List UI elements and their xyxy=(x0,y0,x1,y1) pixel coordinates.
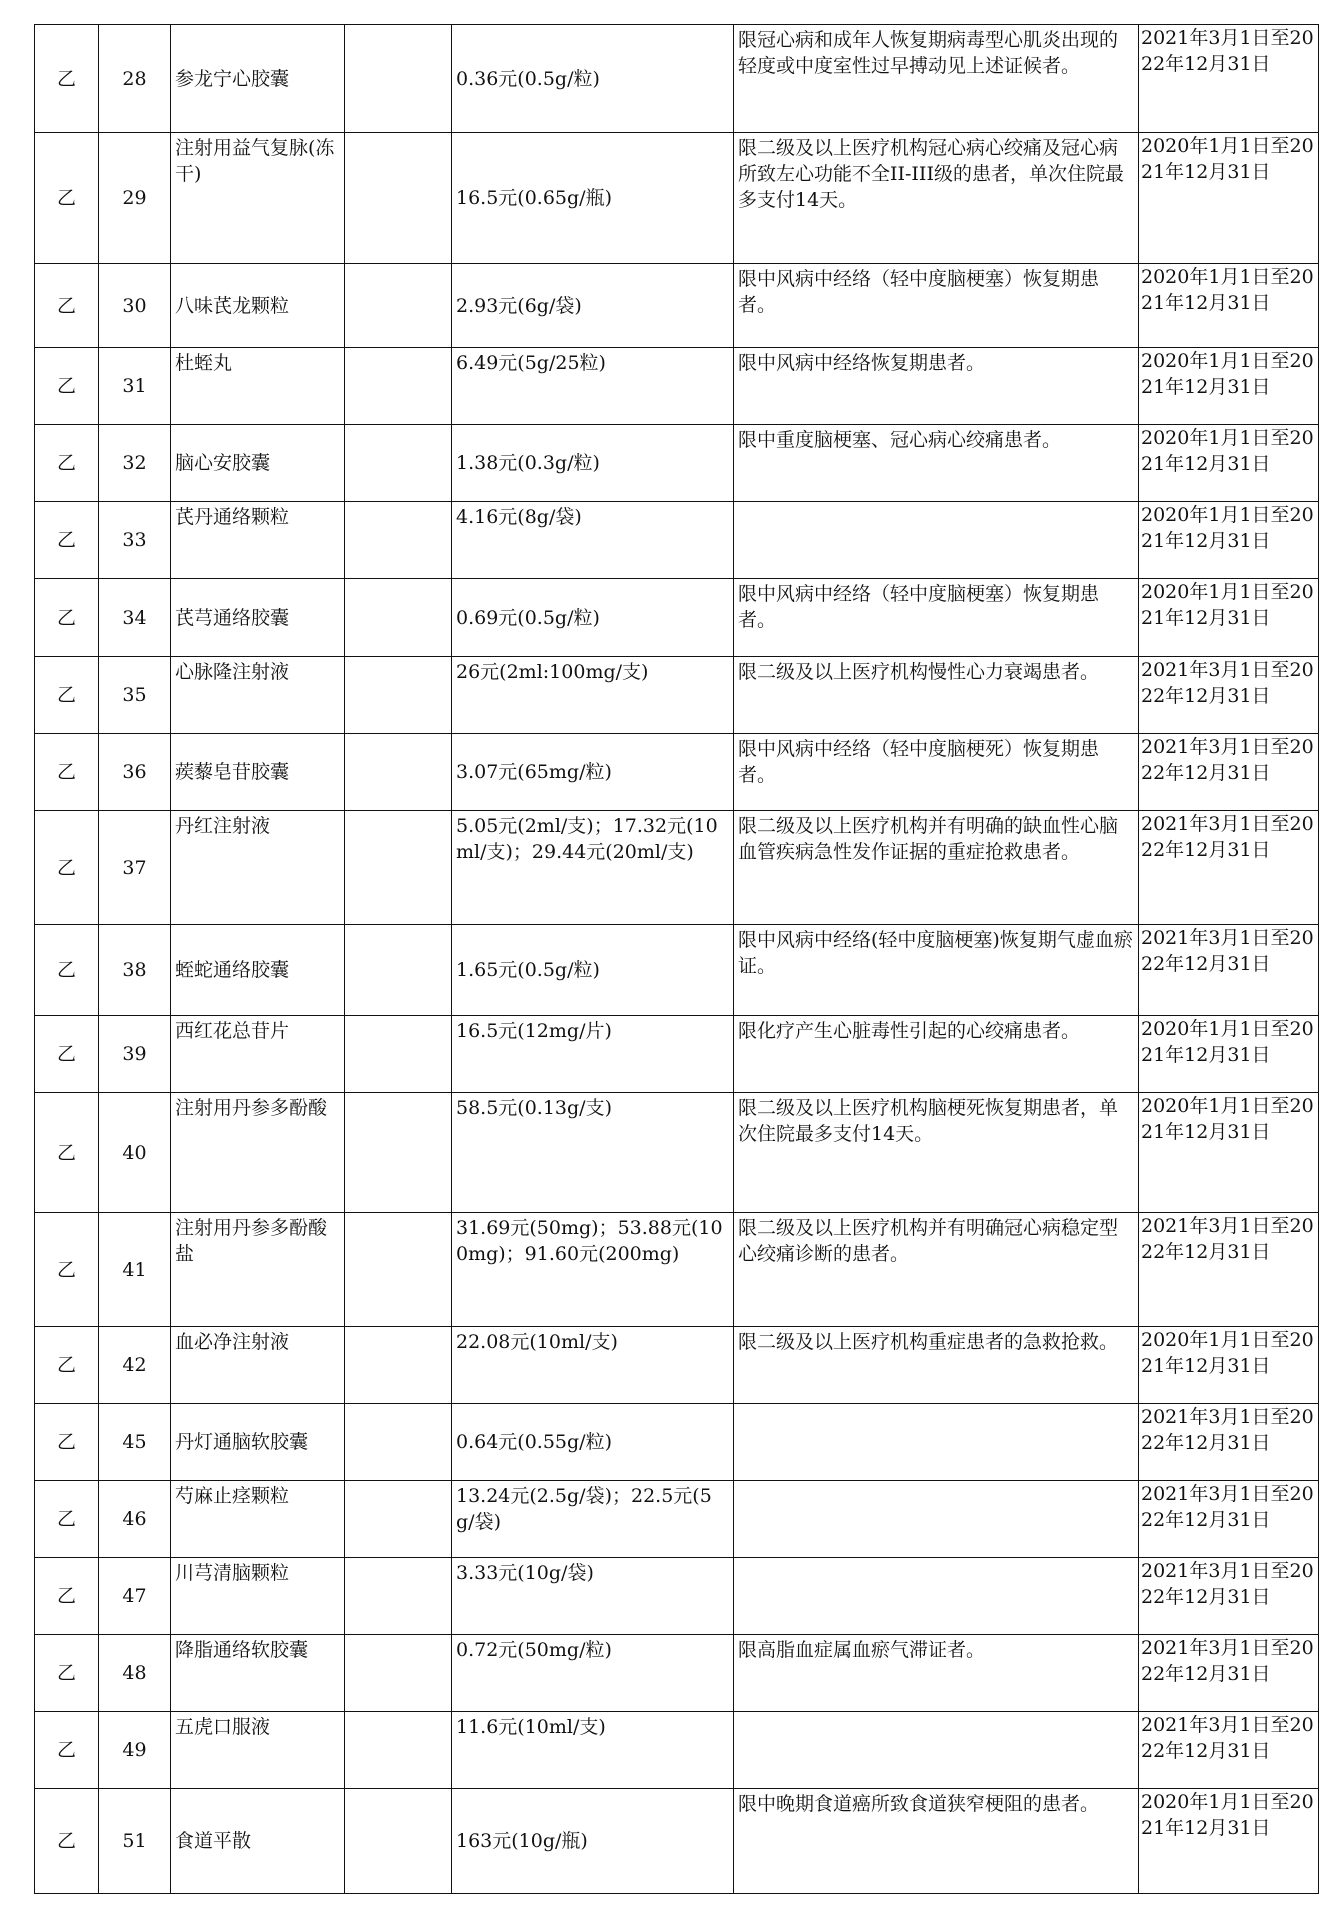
spec-cell xyxy=(345,1213,452,1327)
valid-period-cell: 2021年3月1日至2022年12月31日 xyxy=(1139,734,1319,811)
restriction-cell: 限中风病中经络（轻中度脑梗塞）恢复期患者。 xyxy=(734,579,1139,657)
price-cell: 6.49元(5g/25粒) xyxy=(452,348,734,425)
drug-name-cell: 蛭蛇通络胶囊 xyxy=(171,925,345,1016)
price-cell: 11.6元(10ml/支) xyxy=(452,1712,734,1789)
price-cell: 1.38元(0.3g/粒) xyxy=(452,425,734,502)
restriction-cell xyxy=(734,1404,1139,1481)
restriction-cell: 限中风病中经络(轻中度脑梗塞)恢复期气虚血瘀证。 xyxy=(734,925,1139,1016)
spec-cell xyxy=(345,133,452,264)
valid-period-cell: 2020年1月1日至2021年12月31日 xyxy=(1139,425,1319,502)
drug-name-cell: 降脂通络软胶囊 xyxy=(171,1635,345,1712)
drug-name-cell: 注射用丹参多酚酸 xyxy=(171,1093,345,1213)
number-cell: 40 xyxy=(99,1093,171,1213)
restriction-cell: 限中晚期食道癌所致食道狭窄梗阻的患者。 xyxy=(734,1789,1139,1894)
drug-name-cell: 八味芪龙颗粒 xyxy=(171,264,345,348)
category-cell: 乙 xyxy=(35,1016,99,1093)
number-cell: 48 xyxy=(99,1635,171,1712)
number-cell: 30 xyxy=(99,264,171,348)
price-cell: 3.07元(65mg/粒) xyxy=(452,734,734,811)
valid-period-cell: 2020年1月1日至2021年12月31日 xyxy=(1139,348,1319,425)
category-cell: 乙 xyxy=(35,1327,99,1404)
spec-cell xyxy=(345,25,452,133)
drug-name-cell: 丹灯通脑软胶囊 xyxy=(171,1404,345,1481)
table-row xyxy=(35,1789,1319,1894)
spec-cell xyxy=(345,264,452,348)
price-cell: 0.64元(0.55g/粒) xyxy=(452,1404,734,1481)
number-cell: 31 xyxy=(99,348,171,425)
drug-name-cell: 心脉隆注射液 xyxy=(171,657,345,734)
drug-name-cell: 五虎口服液 xyxy=(171,1712,345,1789)
valid-period-cell: 2021年3月1日至2022年12月31日 xyxy=(1139,25,1319,133)
number-cell: 49 xyxy=(99,1712,171,1789)
valid-period-cell: 2020年1月1日至2021年12月31日 xyxy=(1139,1016,1319,1093)
category-cell: 乙 xyxy=(35,133,99,264)
drug-name-cell: 西红花总苷片 xyxy=(171,1016,345,1093)
price-cell: 4.16元(8g/袋) xyxy=(452,502,734,579)
table-row xyxy=(35,1712,1319,1789)
valid-period-cell: 2020年1月1日至2021年12月31日 xyxy=(1139,1093,1319,1213)
spec-cell xyxy=(345,425,452,502)
category-cell: 乙 xyxy=(35,348,99,425)
category-cell: 乙 xyxy=(35,1213,99,1327)
valid-period-cell: 2021年3月1日至2022年12月31日 xyxy=(1139,1712,1319,1789)
spec-cell xyxy=(345,734,452,811)
table-row xyxy=(35,25,1319,133)
category-cell: 乙 xyxy=(35,811,99,925)
drug-name-cell: 川芎清脑颗粒 xyxy=(171,1558,345,1635)
restriction-cell xyxy=(734,502,1139,579)
spec-cell xyxy=(345,1558,452,1635)
category-cell: 乙 xyxy=(35,25,99,133)
valid-period-cell: 2021年3月1日至2022年12月31日 xyxy=(1139,1404,1319,1481)
valid-period-cell: 2021年3月1日至2022年12月31日 xyxy=(1139,1558,1319,1635)
spec-cell xyxy=(345,1481,452,1558)
drug-name-cell: 丹红注射液 xyxy=(171,811,345,925)
restriction-cell: 限中风病中经络恢复期患者。 xyxy=(734,348,1139,425)
table-row xyxy=(35,657,1319,734)
table-row xyxy=(35,133,1319,264)
restriction-cell: 限冠心病和成年人恢复期病毒型心肌炎出现的轻度或中度室性过早搏动见上述证候者。 xyxy=(734,25,1139,133)
valid-period-cell: 2021年3月1日至2022年12月31日 xyxy=(1139,1213,1319,1327)
price-cell: 1.65元(0.5g/粒) xyxy=(452,925,734,1016)
spec-cell xyxy=(345,348,452,425)
price-cell: 0.36元(0.5g/粒) xyxy=(452,25,734,133)
restriction-cell: 限二级及以上医疗机构冠心病心绞痛及冠心病所致左心功能不全II-III级的患者，单次住院最多支付14天。 xyxy=(734,133,1139,264)
valid-period-cell: 2020年1月1日至2021年12月31日 xyxy=(1139,579,1319,657)
table-body xyxy=(35,25,1319,1894)
number-cell: 35 xyxy=(99,657,171,734)
table-row xyxy=(35,502,1319,579)
valid-period-cell: 2020年1月1日至2021年12月31日 xyxy=(1139,502,1319,579)
table-row xyxy=(35,734,1319,811)
spec-cell xyxy=(345,1404,452,1481)
restriction-cell xyxy=(734,1558,1139,1635)
valid-period-cell: 2021年3月1日至2022年12月31日 xyxy=(1139,657,1319,734)
number-cell: 47 xyxy=(99,1558,171,1635)
price-cell: 16.5元(0.65g/瓶) xyxy=(452,133,734,264)
number-cell: 39 xyxy=(99,1016,171,1093)
spec-cell xyxy=(345,1327,452,1404)
price-cell: 163元(10g/瓶) xyxy=(452,1789,734,1894)
price-cell: 3.33元(10g/袋) xyxy=(452,1558,734,1635)
number-cell: 41 xyxy=(99,1213,171,1327)
spec-cell xyxy=(345,1093,452,1213)
category-cell: 乙 xyxy=(35,657,99,734)
category-cell: 乙 xyxy=(35,1404,99,1481)
price-cell: 0.69元(0.5g/粒) xyxy=(452,579,734,657)
price-cell: 13.24元(2.5g/袋)；22.5元(5g/袋) xyxy=(452,1481,734,1558)
number-cell: 51 xyxy=(99,1789,171,1894)
number-cell: 37 xyxy=(99,811,171,925)
restriction-cell xyxy=(734,1712,1139,1789)
number-cell: 46 xyxy=(99,1481,171,1558)
valid-period-cell: 2021年3月1日至2022年12月31日 xyxy=(1139,811,1319,925)
number-cell: 45 xyxy=(99,1404,171,1481)
category-cell: 乙 xyxy=(35,1789,99,1894)
category-cell: 乙 xyxy=(35,1558,99,1635)
valid-period-cell: 2020年1月1日至2021年12月31日 xyxy=(1139,133,1319,264)
table-row xyxy=(35,1558,1319,1635)
table-row xyxy=(35,925,1319,1016)
spec-cell xyxy=(345,811,452,925)
drug-name-cell: 芍麻止痉颗粒 xyxy=(171,1481,345,1558)
drug-table xyxy=(34,24,1319,1894)
table-row xyxy=(35,1404,1319,1481)
category-cell: 乙 xyxy=(35,425,99,502)
category-cell: 乙 xyxy=(35,1093,99,1213)
price-cell: 5.05元(2ml/支)；17.32元(10ml/支)；29.44元(20ml/支) xyxy=(452,811,734,925)
table-row xyxy=(35,579,1319,657)
number-cell: 32 xyxy=(99,425,171,502)
number-cell: 34 xyxy=(99,579,171,657)
category-cell: 乙 xyxy=(35,1712,99,1789)
price-cell: 16.5元(12mg/片) xyxy=(452,1016,734,1093)
price-cell: 31.69元(50mg)；53.88元(100mg)；91.60元(200mg) xyxy=(452,1213,734,1327)
price-cell: 58.5元(0.13g/支) xyxy=(452,1093,734,1213)
category-cell: 乙 xyxy=(35,264,99,348)
table-row xyxy=(35,1213,1319,1327)
table-row xyxy=(35,425,1319,502)
drug-name-cell: 参龙宁心胶囊 xyxy=(171,25,345,133)
table-row xyxy=(35,348,1319,425)
restriction-cell: 限化疗产生心脏毒性引起的心绞痛患者。 xyxy=(734,1016,1139,1093)
restriction-cell: 限中风病中经络（轻中度脑梗死）恢复期患者。 xyxy=(734,734,1139,811)
price-cell: 0.72元(50mg/粒) xyxy=(452,1635,734,1712)
drug-name-cell: 注射用益气复脉(冻干) xyxy=(171,133,345,264)
table-row xyxy=(35,264,1319,348)
spec-cell xyxy=(345,579,452,657)
table-row xyxy=(35,1327,1319,1404)
price-cell: 26元(2ml:100mg/支) xyxy=(452,657,734,734)
table-row xyxy=(35,1093,1319,1213)
table-row xyxy=(35,1635,1319,1712)
number-cell: 29 xyxy=(99,133,171,264)
drug-name-cell: 脑心安胶囊 xyxy=(171,425,345,502)
restriction-cell: 限二级及以上医疗机构并有明确的缺血性心脑血管疾病急性发作证据的重症抢救患者。 xyxy=(734,811,1139,925)
category-cell: 乙 xyxy=(35,1635,99,1712)
category-cell: 乙 xyxy=(35,734,99,811)
category-cell: 乙 xyxy=(35,502,99,579)
drug-name-cell: 杜蛭丸 xyxy=(171,348,345,425)
number-cell: 36 xyxy=(99,734,171,811)
drug-name-cell: 芪芎通络胶囊 xyxy=(171,579,345,657)
number-cell: 28 xyxy=(99,25,171,133)
restriction-cell: 限中风病中经络（轻中度脑梗塞）恢复期患者。 xyxy=(734,264,1139,348)
restriction-cell xyxy=(734,1481,1139,1558)
restriction-cell: 限二级及以上医疗机构并有明确冠心病稳定型心绞痛诊断的患者。 xyxy=(734,1213,1139,1327)
table-row xyxy=(35,1016,1319,1093)
number-cell: 38 xyxy=(99,925,171,1016)
restriction-cell: 限中重度脑梗塞、冠心病心绞痛患者。 xyxy=(734,425,1139,502)
table-row xyxy=(35,811,1319,925)
number-cell: 42 xyxy=(99,1327,171,1404)
category-cell: 乙 xyxy=(35,925,99,1016)
spec-cell xyxy=(345,657,452,734)
category-cell: 乙 xyxy=(35,1481,99,1558)
restriction-cell: 限高脂血症属血瘀气滞证者。 xyxy=(734,1635,1139,1712)
valid-period-cell: 2020年1月1日至2021年12月31日 xyxy=(1139,264,1319,348)
restriction-cell: 限二级及以上医疗机构脑梗死恢复期患者，单次住院最多支付14天。 xyxy=(734,1093,1139,1213)
restriction-cell: 限二级及以上医疗机构慢性心力衰竭患者。 xyxy=(734,657,1139,734)
spec-cell xyxy=(345,1635,452,1712)
price-cell: 2.93元(6g/袋) xyxy=(452,264,734,348)
valid-period-cell: 2020年1月1日至2021年12月31日 xyxy=(1139,1789,1319,1894)
price-cell: 22.08元(10ml/支) xyxy=(452,1327,734,1404)
table-row xyxy=(35,1481,1319,1558)
drug-name-cell: 注射用丹参多酚酸盐 xyxy=(171,1213,345,1327)
drug-name-cell: 血必净注射液 xyxy=(171,1327,345,1404)
valid-period-cell: 2021年3月1日至2022年12月31日 xyxy=(1139,925,1319,1016)
restriction-cell: 限二级及以上医疗机构重症患者的急救抢救。 xyxy=(734,1327,1139,1404)
drug-name-cell: 食道平散 xyxy=(171,1789,345,1894)
category-cell: 乙 xyxy=(35,579,99,657)
drug-name-cell: 蒺藜皂苷胶囊 xyxy=(171,734,345,811)
drug-name-cell: 芪丹通络颗粒 xyxy=(171,502,345,579)
spec-cell xyxy=(345,502,452,579)
valid-period-cell: 2020年1月1日至2021年12月31日 xyxy=(1139,1327,1319,1404)
valid-period-cell: 2021年3月1日至2022年12月31日 xyxy=(1139,1481,1319,1558)
spec-cell xyxy=(345,1789,452,1894)
spec-cell xyxy=(345,1016,452,1093)
spec-cell xyxy=(345,1712,452,1789)
valid-period-cell: 2021年3月1日至2022年12月31日 xyxy=(1139,1635,1319,1712)
spec-cell xyxy=(345,925,452,1016)
number-cell: 33 xyxy=(99,502,171,579)
